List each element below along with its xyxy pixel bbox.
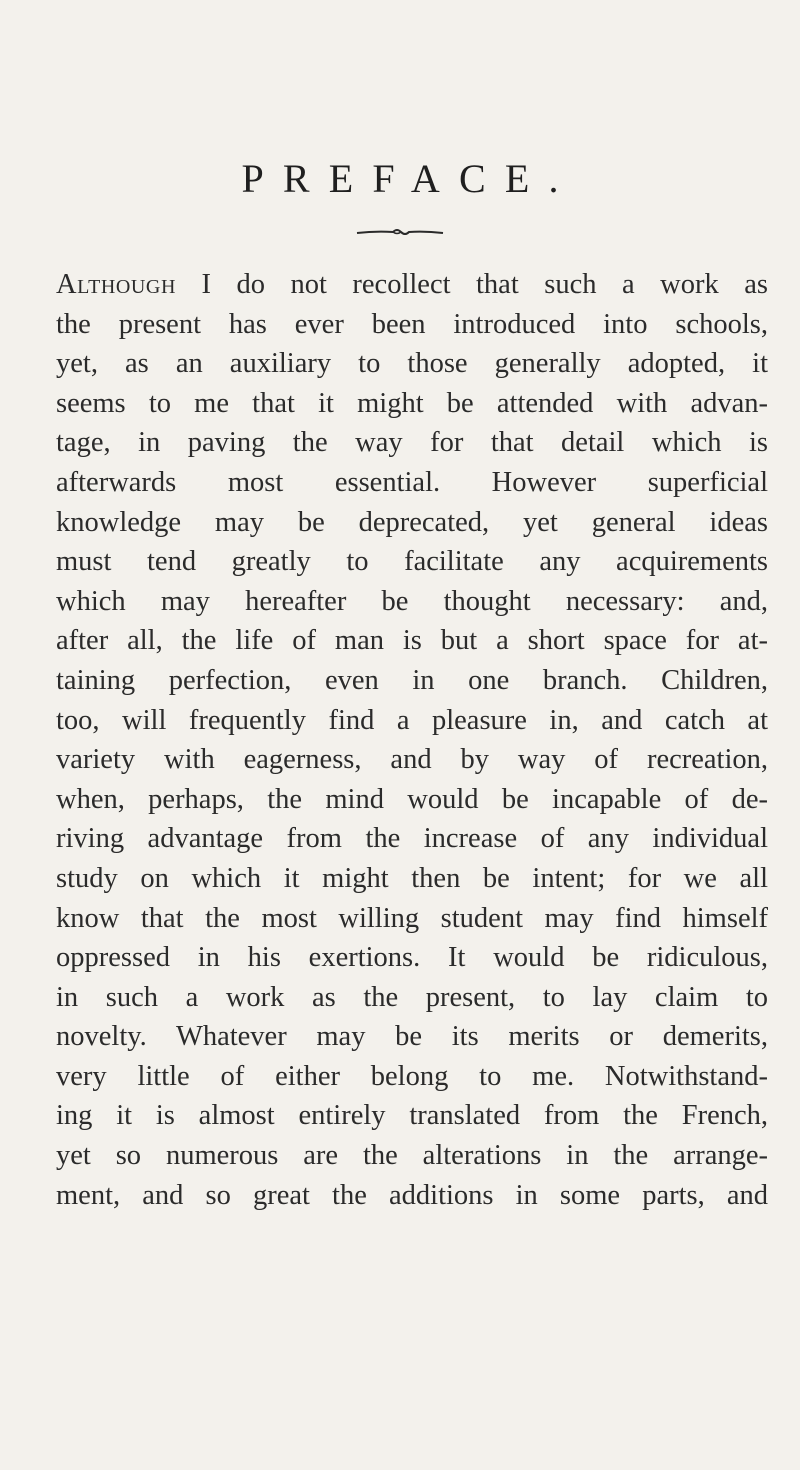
text-line: the present has ever been introduced into schools,: [56, 308, 768, 340]
text-line: know that the most willing student may find himself: [56, 902, 768, 934]
opening-word: Although: [56, 269, 176, 300]
text-line: when, perhaps, the mind would be incapable of de-: [56, 783, 768, 815]
page-heading: PREFACE.: [241, 156, 578, 201]
text-line: oppressed in his exertions. It would be ridiculous,: [56, 942, 768, 974]
text-line: taining perfection, even in one branch. Children,: [56, 664, 768, 696]
text-line: seems to me that it might be attended with advan-: [56, 387, 768, 419]
text-line: must tend greatly to facilitate any acquirements: [56, 546, 768, 578]
text-line: in such a work as the present, to lay claim to: [56, 981, 768, 1013]
text-line: novelty. Whatever may be its merits or demerits,: [56, 1021, 768, 1053]
ornament-rule-icon: [355, 225, 445, 239]
text-line: knowledge may be deprecated, yet general ideas: [56, 506, 768, 538]
text-line: after all, the life of man is but a short space for at-: [56, 625, 768, 657]
text-line: tage, in paving the way for that detail which is: [56, 427, 768, 459]
text-line: afterwards most essential. However superficial: [56, 466, 768, 498]
text-line: very little of either belong to me. Notwithstand-: [56, 1060, 768, 1092]
text-line: study on which it might then be intent; for we all: [56, 862, 768, 894]
text-line: yet so numerous are the alterations in the arrange-: [56, 1140, 768, 1172]
text-line: riving advantage from the increase of any individual: [56, 823, 768, 855]
text-line: ment, and so great the additions in some parts, and: [56, 1179, 768, 1211]
first-line-rest: I do not recollect that such a work as: [175, 269, 768, 300]
text-line: [56, 265, 768, 305]
text-line: too, will frequently find a pleasure in, and catch at: [56, 704, 768, 736]
preface-body: [56, 265, 768, 1215]
text-line: yet, as an auxiliary to those generally adopted, it: [56, 348, 768, 380]
text-line: variety with eagerness, and by way of recreation,: [56, 744, 768, 776]
text-line: which may hereafter be thought necessary: and,: [56, 585, 768, 617]
text-line: ing it is almost entirely translated from the French,: [56, 1100, 768, 1132]
